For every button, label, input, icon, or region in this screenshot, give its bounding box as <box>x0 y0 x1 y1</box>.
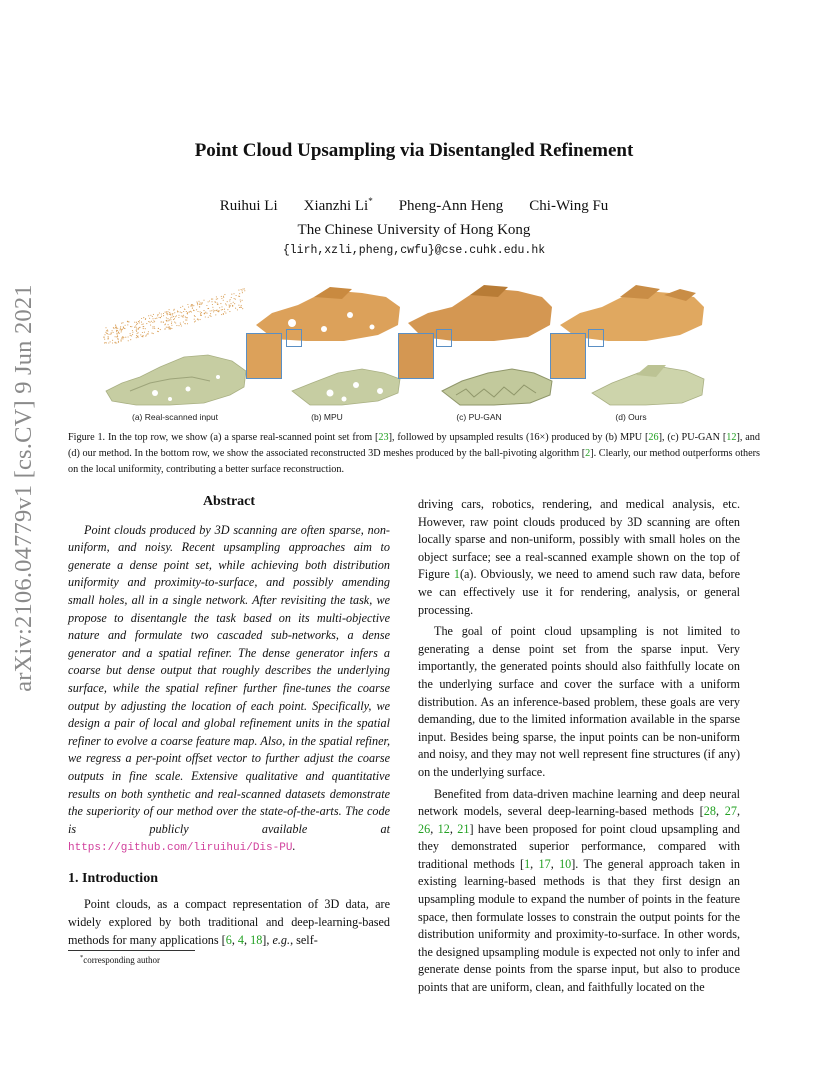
zoom-inset <box>246 333 282 379</box>
panel-label: (a) Real-scanned input <box>132 412 218 422</box>
affiliation: The Chinese University of Hong Kong <box>297 222 531 238</box>
panel-label: (d) Ours <box>615 412 647 422</box>
author-emails: {lirh,xzli,pheng,cwfu}@cse.cuhk.edu.hk <box>282 244 546 257</box>
arxiv-identifier <box>2 284 46 692</box>
zoom-region-box <box>286 329 302 347</box>
citation-link[interactable]: 18 <box>250 932 263 947</box>
intro-paragraph: Benefited from data-driven machine learning and deep neural network models, several deep-learning-based methods [28, 27, 26, 12, 21] have been proposed for point cloud upsampling and they demonstrated superior performance, compared with traditional methods [1, 17, 10]. The general approach taken in existing learning-based methods is that they first design an upsampling module to expand the number of points in the feature space, then formulate losses to constrain the output points for the distribution uniformity and proximity-to-surface. In other words, the designed upsampling module is expected not only to infer and generate dense points from the sparse input, but also to produce points that are uniform, clean, and faithfully located on the <box>418 786 741 995</box>
section-heading-introduction: 1. Introduction <box>68 870 158 886</box>
citation-link[interactable]: 21 <box>457 821 470 836</box>
citation-link[interactable]: 26 <box>418 821 431 836</box>
citation-link[interactable]: 26 <box>648 432 659 443</box>
intro-paragraph: Point clouds, as a compact representation of 3D data, are widely explored by both traditional and deep-learning-based methods for many applications [6, 4, 18], e.g., self- <box>68 897 390 947</box>
author: Xianzhi Li* <box>303 196 373 214</box>
input-mesh-image <box>100 347 250 407</box>
panel-label: (b) MPU <box>311 412 343 422</box>
panel-label: (c) PU-GAN <box>456 412 502 422</box>
right-column <box>418 496 740 997</box>
intro-paragraph: The goal of point cloud upsampling is not limited to generating a dense point set from the sparse input. Very importantly, the generated points should also faithfully locate on the underlying surface and cover the surface with a uniform distribution. As an inference-based problem, these goals are very demanding, due to the limited information available in the sparse input. Besides being sparse, the input points can be non-uniform and noisy, and they may not well represent fine structures (if any) on the underlying surface. <box>418 624 740 779</box>
paper-title: Point Cloud Upsampling via Disentangled Refinement <box>194 140 634 161</box>
citation-link[interactable]: 27 <box>724 804 737 819</box>
zoom-region-box <box>588 329 604 347</box>
citation-link[interactable]: 28 <box>703 804 716 819</box>
abstract-heading: Abstract <box>202 494 256 509</box>
citation-link[interactable]: 10 <box>559 856 572 871</box>
author: Pheng-Ann Heng <box>398 198 504 214</box>
citation-link[interactable]: 2 <box>585 448 591 459</box>
footnote: *corresponding author <box>80 954 160 965</box>
left-column <box>68 493 390 949</box>
citation-link[interactable]: 4 <box>237 932 245 947</box>
citation-link[interactable]: 17 <box>538 856 551 871</box>
arxiv-identifier-text: arXiv:2106.04779v1 [cs.CV] 9 Jun 2021 <box>10 284 37 692</box>
author: Ruihui Li <box>219 198 278 214</box>
figure-link[interactable]: 1 <box>453 567 460 582</box>
abstract-text: Point clouds produced by 3D scanning are often sparse, non-uniform, and noisy. Recent upsampling approaches aim to generate a dense point set, while achieving both distribution uniformity and proximity-to-surface, and possibly amending small holes, all in a single network. After revisiting the task, we propose to disentangle the task based on its multi-objective nature and formulate two cascaded sub-networks, a dense generator and a spatial refiner. The dense generator infers a coarse but dense output that roughly describes the underlying surface, while the spatial refiner further fine-tunes the coarse output by adjusting the location of each point. Specifically, we design a pair of local and global refinement units in the spatial refiner to evolve a coarse feature map. Also, in the spatial refiner, we regress a per-point offset vector to further adjust the coarse outputs in fine scale. Extensive qualitative and quantitative results on both synthetic and real-scanned datasets demonstrate the superiority of our method over the state-of-the-arts. The code is publicly available at https://github.com/liruihui/Dis-PU. <box>68 522 390 855</box>
sparse-point-cloud-image <box>100 285 250 345</box>
zoom-inset <box>398 333 434 379</box>
citation-link[interactable]: 12 <box>726 432 737 443</box>
figure-caption: Figure 1. In the top row, we show (a) a sparse real-scanned point set from [23], followed by upsampled results (16×) produced by (b) MPU [26], (c) PU-GAN [12], and (d) our method. In the bottom row, we show the associated reconstructed 3D meshes produced by the ball-pivoting algorithm [2]. Clearly, our method outperforms others on the local uniformity, contributing a better surface reconstruction. <box>68 432 760 475</box>
figure-1 <box>100 285 730 427</box>
citation-link[interactable]: 1 <box>524 856 531 871</box>
footnote-divider <box>68 950 195 951</box>
author: Chi-Wing Fu <box>529 198 609 214</box>
intro-paragraph: driving cars, robotics, rendering, and medical analysis, etc. However, raw point clouds produced by 3D scanning are often locally sparse and non-uniform, possibly with small holes on the object surface; see a real-scanned example shown on the top of Figure 1(a). Obviously, we need to amend such raw data, before we can effectively use it for rendering, analysis, or general processing. <box>418 497 740 617</box>
zoom-inset <box>550 333 586 379</box>
zoom-region-box <box>436 329 452 347</box>
citation-link[interactable]: 6 <box>225 932 232 947</box>
citation-link[interactable]: 12 <box>437 821 450 836</box>
citation-link[interactable]: 23 <box>378 432 389 443</box>
author-list <box>0 196 828 215</box>
code-url-link[interactable]: https://github.com/liruihui/Dis-PU <box>68 842 293 855</box>
